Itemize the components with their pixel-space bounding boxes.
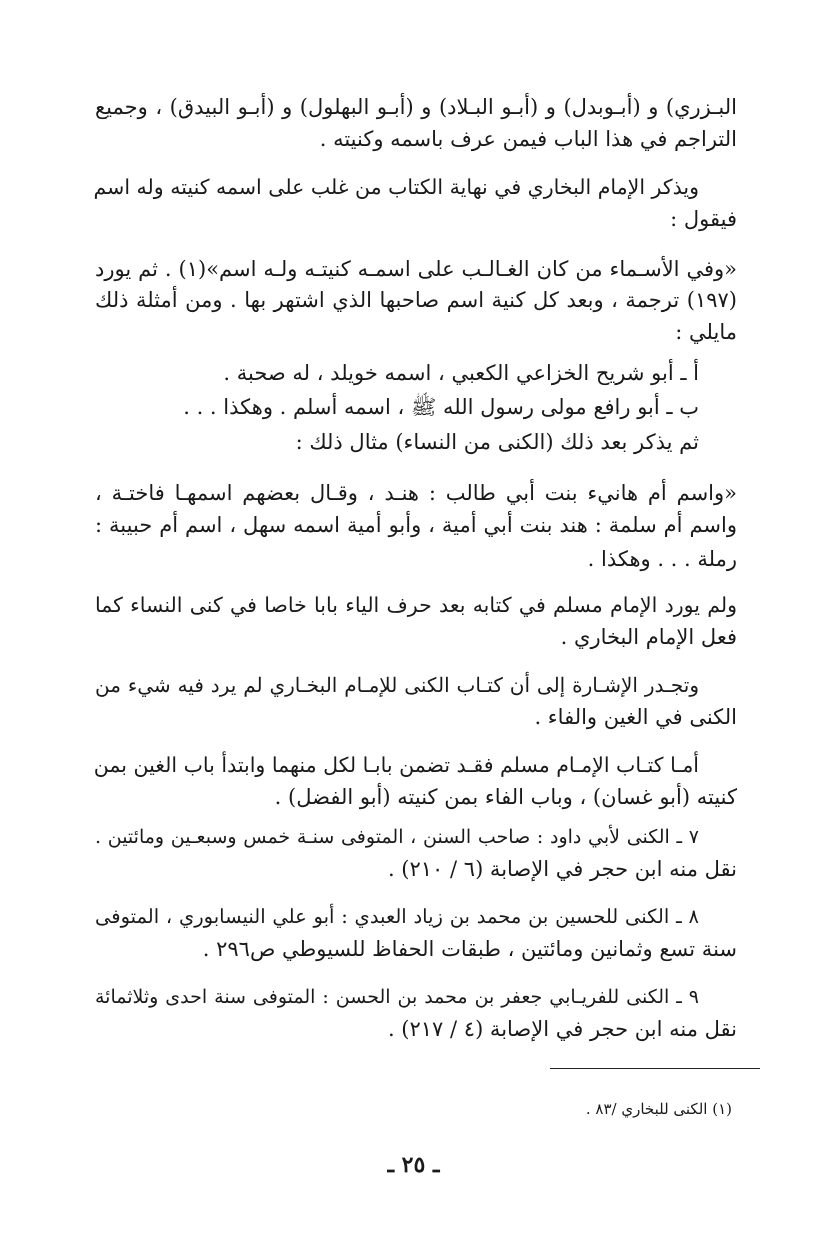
text-line: (١٩٧) ترجمة ، وبعد كل كنية اسم صاحبها الذي اشتهر بها . ومن أمثلة ذلك xyxy=(95,288,737,312)
text-line: التراجم في هذا الباب فيمن عرف باسمه وكنيته . xyxy=(319,127,737,151)
text-line: ويذكر الإمام البخاري في نهاية الكتاب من غلب على اسمه كنيته وله اسم xyxy=(93,175,699,199)
text-line: نقل منه ابن حجر في الإصابة (٦ / ٢١٠) . xyxy=(387,857,737,881)
entry-8: ٨ ـ الكنى للحسين بن محمد بن زياد العبدي : أبو علي النيسابوري ، المتوفى xyxy=(95,905,699,928)
quote-line: «واسم أم هانيء بنت أبي طالب : هنـد ، وقـال بعضهم اسمهـا فاختـة ، xyxy=(95,481,737,505)
quote-line: رملة . . . وهكذا . xyxy=(587,547,737,571)
list-item: أ ـ أبو شريح الخزاعي الكعبي ، اسمه خويلد ، له صحبة . xyxy=(223,361,699,385)
list-item: ب ـ أبو رافع مولى رسول الله ﷺ ، اسمه أسلم . وهكذا . . . xyxy=(183,395,699,419)
footnote: (١) الكنى للبخاري /٨٣ . xyxy=(585,1100,732,1118)
text-line: الكنى في الغين والفاء . xyxy=(534,705,737,729)
text-line: ثم يذكر بعد ذلك (الكنى من النساء) مثال ذلك : xyxy=(295,430,699,454)
entry-9: ٩ ـ الكنى للفريـابي جعفر بن محمد بن الحسن : المتوفى سنة احدى وثلاثمائة xyxy=(95,986,699,1008)
quote-line: «وفي الأسـماء من كان الغـالـب على اسمـه كنيتـه ولـه اسم»(١) . ثم يورد xyxy=(95,257,737,281)
text-line: ولم يورد الإمام مسلم في كتابه بعد حرف الياء بابا خاصا في كنى النساء كما xyxy=(95,593,737,617)
text-line: سنة تسع وثمانين ومائتين ، طبقات الحفاظ للسيوطي ص٢٩٦ . xyxy=(202,937,737,961)
entry-7: ٧ ـ الكنى لأبي داود : صاحب السنن ، المتوفى سنـة خمس وسبعـين ومائتين . xyxy=(95,826,699,848)
footnote-divider xyxy=(550,1068,760,1069)
text-line: وتجـدر الإشـارة إلى أن كتـاب الكنى للإمـام البخـاري لم يرد فيه شيء من xyxy=(95,673,699,697)
quote-line: واسم أم سلمة : هند بنت أبي أمية ، وأبو أمية اسمه سهل ، اسم أم حبيبة : xyxy=(95,513,737,537)
text-line: أمـا كتـاب الإمـام مسلم فقـد تضمن بابـا لكل منهما وابتدأ باب الغين بمن xyxy=(93,753,699,777)
text-line: فعل الإمام البخاري . xyxy=(560,625,737,649)
text-line: مايلي : xyxy=(675,320,737,344)
text-line: نقل منه ابن حجر في الإصابة (٤ / ٢١٧) . xyxy=(387,1017,737,1041)
text-line: فيقول : xyxy=(670,207,737,231)
text-line: البـزري) و (أبـوبدل) و (أبـو البـلاد) و (أبـو البهلول) و (أبـو البيدق) ، وجميع xyxy=(95,95,737,119)
page-number: ـ ٢٥ ـ xyxy=(387,1152,440,1178)
text-line: كنيته (أبو غسان) ، وباب الفاء بمن كنيته (أبو الفضل) . xyxy=(274,785,737,809)
